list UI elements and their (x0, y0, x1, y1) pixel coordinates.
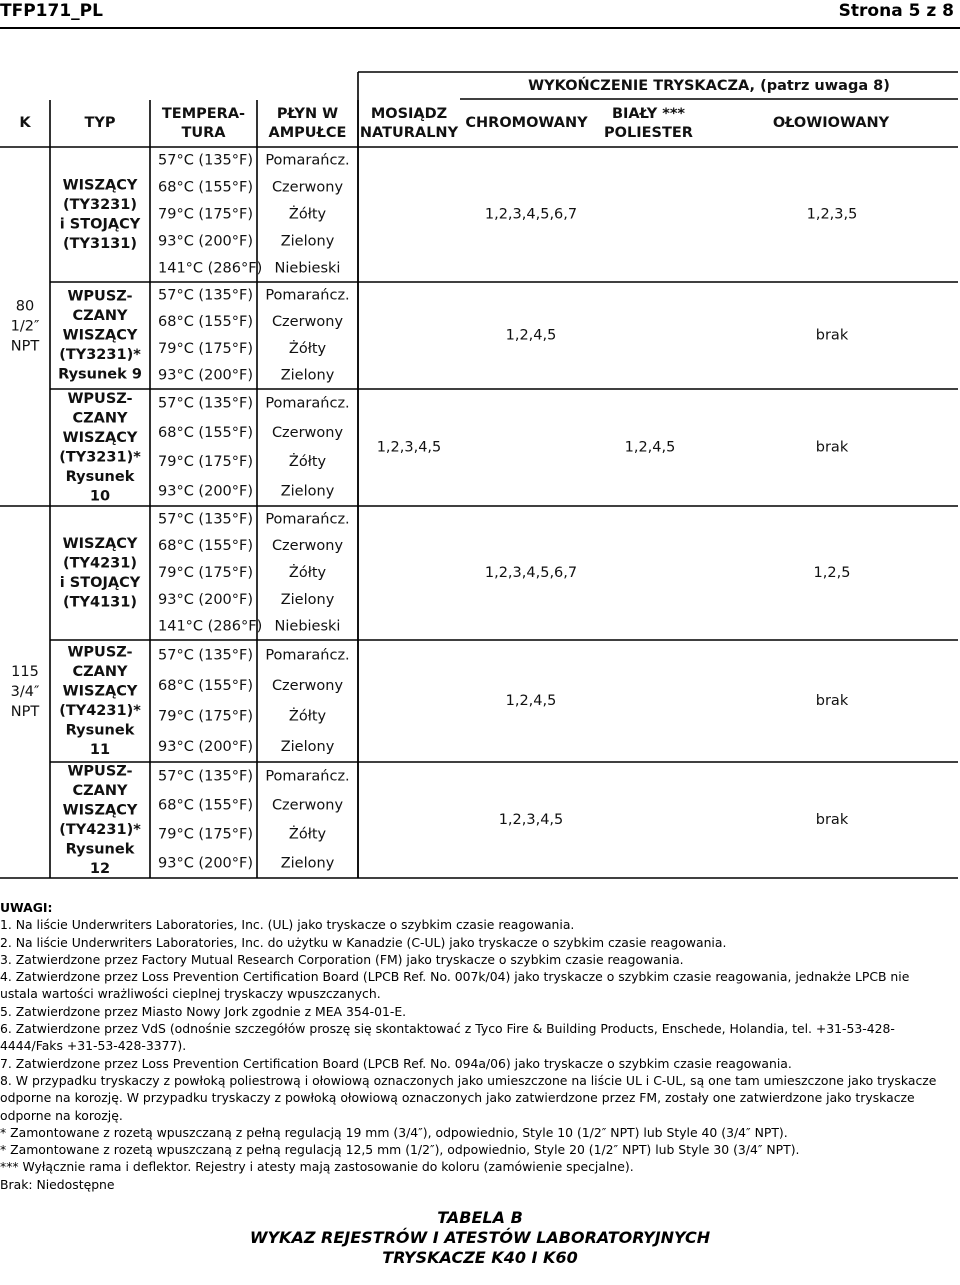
sprinkler-type: Rysunek (65, 722, 135, 739)
sprinkler-type: Rysunek (65, 841, 135, 858)
sprinkler-type: 11 (89, 741, 111, 758)
temperature-rating: 57°C (135°F) (158, 395, 254, 412)
caption-line-2: WYKAZ REJESTRÓW I ATESTÓW LABORATORYJNYCH (249, 1228, 711, 1247)
temperature-rating: 57°C (135°F) (158, 511, 254, 528)
sprinkler-type: (TY4231) (62, 555, 138, 572)
bulb-fluid-color: Żółty (288, 206, 327, 223)
temperature-rating: 79°C (175°F) (158, 206, 254, 223)
bulb-fluid-color: Żółty (288, 454, 327, 471)
sprinkler-type: (TY3231) (62, 196, 138, 213)
sprinkler-type: i STOJĄCY (59, 216, 141, 233)
bulb-fluid-color: Niebieski (274, 260, 341, 277)
sprinkler-type: CZANY (72, 308, 128, 324)
k-factor-value: NPT (10, 338, 40, 355)
approval-notes: 1,2,3,4,5,6,7 (484, 565, 578, 581)
sprinkler-type: WPUSZ- (67, 644, 133, 661)
finish-group-title: WYKOŃCZENIE TRYSKACZA, (patrz uwaga 8) (528, 78, 890, 94)
approval-notes: 1,2,3,4,5 (498, 812, 564, 828)
sprinkler-type: 12 (89, 860, 111, 877)
sprinkler-type: Rysunek (65, 468, 135, 485)
bulb-fluid-color: Zielony (280, 233, 335, 250)
temperature-rating: 141°C (286°F) (158, 260, 263, 277)
header-type: TYP (84, 115, 116, 131)
sprinkler-type: (TY4231)* (59, 702, 141, 719)
approval-notes: 1,2,4,5 (505, 327, 557, 344)
temperature-rating: 68°C (155°F) (158, 179, 254, 196)
k-factor-value: 80 (15, 298, 35, 315)
header-k: K (19, 115, 31, 131)
temperature-rating: 93°C (200°F) (158, 367, 254, 384)
sprinkler-type: WISZĄCY (62, 802, 138, 819)
bulb-fluid-color: Pomarańcz. (265, 647, 350, 664)
sprinkler-type: WPUSZ- (67, 763, 133, 780)
temperature-rating: 68°C (155°F) (158, 424, 254, 441)
sprinkler-type: WPUSZ- (67, 390, 133, 407)
note-item: 5. Zatwierdzone przez Miasto Nowy Jork zgodnie z MEA 354-01-E. (0, 1003, 407, 1019)
table-caption (0, 1208, 960, 1268)
note-item: 1. Na liście Underwriters Laboratories, Inc. (UL) jako tryskacze o szybkim czasie reagowania. (0, 917, 575, 933)
sprinkler-type: WISZĄCY (62, 683, 138, 700)
page-number: Strona 5 z 8 (838, 1, 954, 21)
sprinkler-type: (TY3131) (62, 235, 138, 252)
bulb-fluid-color: Czerwony (271, 677, 344, 694)
header-fluid: PŁYN W (276, 106, 339, 122)
bulb-fluid-color: Pomarańcz. (265, 511, 350, 528)
k-factor-value: 3/4″ (10, 684, 40, 700)
bulb-fluid-color: Zielony (280, 855, 335, 872)
approval-notes: brak (815, 327, 849, 344)
approval-notes: 1,2,3,4,5,6,7 (484, 206, 578, 223)
sprinkler-type: (TY4231)* (59, 821, 141, 838)
notes-title: UWAGI: (0, 900, 53, 915)
header-fluid: AMPUŁCE (268, 125, 347, 141)
note-item: * Zamontowane z rozetą wpuszczaną z pełną regulacją 12,5 mm (1/2″), odpowiednio, Style 20 (1/2″ NPT) lub Style 30 (3/4″ NPT). (0, 1142, 800, 1158)
sprinkler-type: (TY3231)* (59, 347, 141, 363)
temperature-rating: 68°C (155°F) (158, 314, 254, 331)
temperature-rating: 79°C (175°F) (158, 708, 254, 725)
sprinkler-type: WISZĄCY (62, 327, 138, 344)
notes-section (0, 899, 950, 1193)
bulb-fluid-color: Czerwony (271, 538, 344, 555)
bulb-fluid-color: Czerwony (271, 797, 344, 814)
notes-list (0, 916, 950, 1193)
header-white-polyester: BIAŁY *** (611, 106, 686, 122)
approval-notes: 1,2,3,5 (806, 206, 858, 223)
note-item: 3. Zatwierdzone przez Factory Mutual Research Corporation (FM) jako tryskacze o szybkim czasie reagowania. (0, 951, 684, 967)
sprinkler-type: (TY4131) (62, 594, 138, 611)
temperature-rating: 68°C (155°F) (158, 797, 254, 814)
temperature-rating: 57°C (135°F) (158, 287, 254, 304)
approval-notes: 1,2,3,4,5 (376, 439, 442, 456)
approval-notes: 1,2,4,5 (505, 693, 557, 709)
temperature-rating: 93°C (200°F) (158, 483, 254, 500)
bulb-fluid-color: Pomarańcz. (265, 152, 350, 169)
bulb-fluid-color: Zielony (280, 483, 335, 500)
sprinkler-type: (TY3231)* (59, 449, 141, 466)
header-lead-coated: OŁOWIOWANY (772, 115, 890, 131)
header-natural-brass: MOSIĄDZ (370, 106, 448, 122)
temperature-rating: 93°C (200°F) (158, 591, 254, 608)
temperature-rating: 79°C (175°F) (158, 454, 254, 471)
sprinkler-type: CZANY (72, 782, 128, 799)
k-factor-value: 115 (11, 664, 39, 680)
sprinkler-type: WPUSZ- (67, 288, 133, 305)
note-item: *** Wyłącznie rama i deflektor. Rejestry i atesty mają zastosowanie do koloru (zamówienie specjalne). (0, 1159, 634, 1175)
note-item: * Zamontowane z rozetą wpuszczaną z pełną regulacją 19 mm (3/4″), odpowiednio, Style 10 (1/2″ NPT) lub Style 40 (3/4″ NPT). (0, 1124, 788, 1140)
bulb-fluid-color: Żółty (288, 565, 327, 581)
note-item: 6. Zatwierdzone przez VdS (odnośnie szczegółów proszę się skontaktować z Tyco Fire & Building Products, Enschede, Holandia, tel. +31-53-428-4444/Faks +31-53-428-3377). (0, 1021, 895, 1054)
temperature-rating: 79°C (175°F) (158, 340, 254, 357)
bulb-fluid-color: Czerwony (271, 179, 344, 196)
bulb-fluid-color: Zielony (280, 367, 335, 384)
temperature-rating: 57°C (135°F) (158, 152, 254, 169)
temperature-rating: 79°C (175°F) (158, 565, 254, 581)
approval-notes: brak (815, 693, 849, 709)
sprinkler-type: Rysunek 9 (58, 366, 142, 383)
note-item: 2. Na liście Underwriters Laboratories, Inc. do użytku w Kanadzie (C-UL) jako tryskacze o szybkim czasie reagowania. (0, 934, 727, 950)
sprinkler-type: i STOJĄCY (59, 574, 141, 591)
header-temperature: TEMPERA- (161, 106, 246, 122)
temperature-rating: 57°C (135°F) (158, 647, 254, 664)
bulb-fluid-color: Niebieski (274, 618, 341, 635)
bulb-fluid-color: Pomarańcz. (265, 768, 350, 785)
temperature-rating: 57°C (135°F) (158, 768, 254, 785)
document-code: TFP171_PL (0, 1, 103, 21)
caption-line-1: TABELA B (437, 1208, 523, 1227)
caption-line-3: TRYSKACZE K40 I K60 (382, 1248, 578, 1267)
bulb-fluid-color: Żółty (288, 340, 327, 357)
bulb-fluid-color: Czerwony (271, 314, 344, 331)
sprinkler-type: 10 (89, 488, 111, 505)
header-chrome: CHROMOWANY (465, 115, 588, 131)
bulb-fluid-color: Pomarańcz. (265, 395, 350, 412)
temperature-rating: 68°C (155°F) (158, 538, 254, 555)
note-item: 4. Zatwierdzone przez Loss Prevention Certification Board (LPCB Ref. No. 007k/04) jako tryskacze o szybkim czasie reagowania, jednakże LPCB nie ustala wartości wrażliwości cieplnej tryskaczy wpuszczanych. (0, 969, 910, 1002)
note-item: 8. W przypadku tryskaczy z powłoką poliestrową i ołowiową oznaczonych jako umieszczone na liście UL i C-UL, są one tam umieszczone jako tryskacze odporne na korozję. W przypadku tryskaczy z powłoką ołowiową oznaczonych jako zatwierdzone przez FM, zostały one zatwierdzone jako tryskacze odporne na korozję. (0, 1072, 937, 1123)
approval-notes: 1,2,4,5 (624, 439, 676, 456)
temperature-rating: 93°C (200°F) (158, 233, 254, 250)
header-temperature: TURA (181, 125, 226, 141)
header-white-polyester: POLIESTER (604, 125, 693, 141)
sprinkler-type: WISZĄCY (62, 177, 138, 194)
sprinkler-type: CZANY (72, 410, 128, 427)
temperature-rating: 93°C (200°F) (158, 855, 254, 872)
k-factor-value: NPT (10, 704, 40, 720)
bulb-fluid-color: Zielony (280, 738, 335, 755)
sprinkler-type: WISZĄCY (62, 429, 138, 446)
bulb-fluid-color: Żółty (288, 826, 327, 843)
approval-notes: 1,2,5 (813, 565, 851, 581)
temperature-rating: 68°C (155°F) (158, 677, 254, 694)
sprinkler-type: WISZĄCY (62, 535, 138, 552)
bulb-fluid-color: Zielony (280, 591, 335, 608)
approval-notes: brak (815, 812, 849, 828)
sprinkler-type: CZANY (72, 663, 128, 680)
temperature-rating: 93°C (200°F) (158, 738, 254, 755)
header-natural-brass: NATURALNY (359, 125, 459, 141)
temperature-rating: 141°C (286°F) (158, 618, 263, 635)
bulb-fluid-color: Żółty (288, 708, 327, 725)
approval-notes: brak (815, 439, 849, 456)
temperature-rating: 79°C (175°F) (158, 826, 254, 843)
note-item: 7. Zatwierdzone przez Loss Prevention Certification Board (LPCB Ref. No. 094a/06) jako tryskacze o szybkim czasie reagowania. (0, 1055, 792, 1071)
bulb-fluid-color: Czerwony (271, 424, 344, 441)
note-item: Brak: Niedostępne (0, 1176, 115, 1192)
bulb-fluid-color: Pomarańcz. (265, 287, 350, 304)
k-factor-value: 1/2″ (10, 318, 40, 335)
